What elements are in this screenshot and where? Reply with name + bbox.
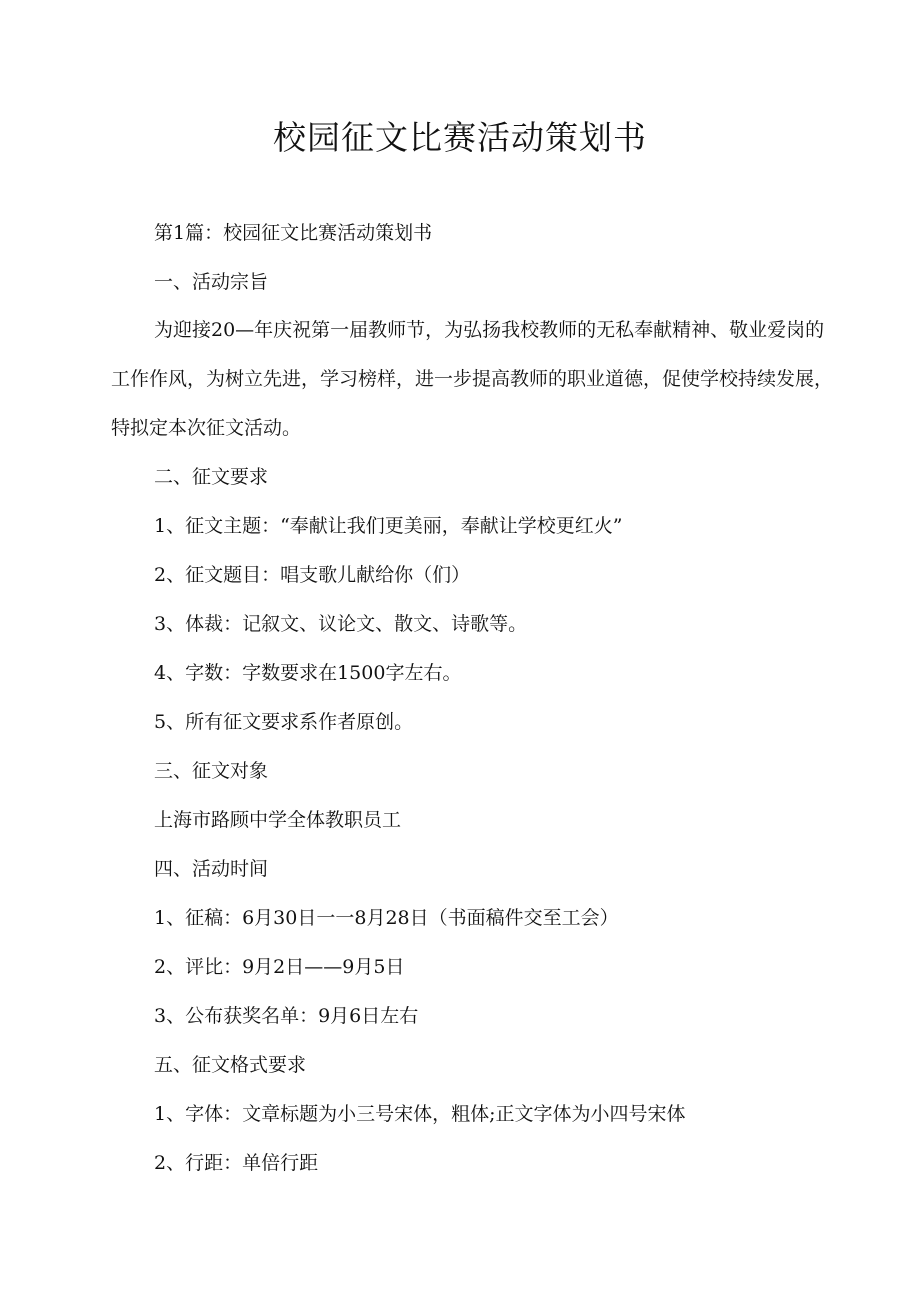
list-item: 1、字体：文章标题为小三号宋体，粗体;正文字体为小四号宋体 <box>154 1103 686 1125</box>
section-heading-purpose: 一、活动宗旨 <box>154 271 269 293</box>
list-item: 1、征文主题：“奉献让我们更美丽，奉献让学校更红火” <box>154 515 623 537</box>
list-item: 3、公布获奖名单：9月6日左右 <box>154 1005 419 1027</box>
section-heading-format: 五、征文格式要求 <box>154 1054 307 1076</box>
paragraph-line: 为迎接20—年庆祝第一届教师节，为弘扬我校教师的无私奉献精神、敬业爱岗的 <box>154 319 825 341</box>
paragraph-line: 工作作风，为树立先进，学习榜样，进一步提高教师的职业道德，促使学校持续发展， <box>111 368 834 390</box>
section-heading-requirements: 二、征文要求 <box>154 466 269 488</box>
article-heading: 第1篇：校园征文比赛活动策划书 <box>154 222 433 244</box>
document-title: 校园征文比赛活动策划书 <box>273 118 647 157</box>
list-item: 1、征稿：6月30日一一8月28日（书面稿件交至工会） <box>154 907 619 929</box>
list-item: 2、评比：9月2日——9月5日 <box>154 956 405 978</box>
paragraph-line: 上海市路顾中学全体教职员工 <box>154 809 402 831</box>
paragraph-line: 特拟定本次征文活动。 <box>111 417 302 439</box>
section-heading-audience: 三、征文对象 <box>154 760 269 782</box>
list-item: 2、征文题目：唱支歌儿献给你（们） <box>154 564 471 586</box>
list-item: 5、所有征文要求系作者原创。 <box>154 711 414 733</box>
section-heading-schedule: 四、活动时间 <box>154 858 269 880</box>
list-item: 4、字数：字数要求在1500字左右。 <box>154 662 462 684</box>
list-item: 3、体裁：记叙文、议论文、散文、诗歌等。 <box>154 613 528 635</box>
list-item: 2、行距：单倍行距 <box>154 1152 319 1174</box>
